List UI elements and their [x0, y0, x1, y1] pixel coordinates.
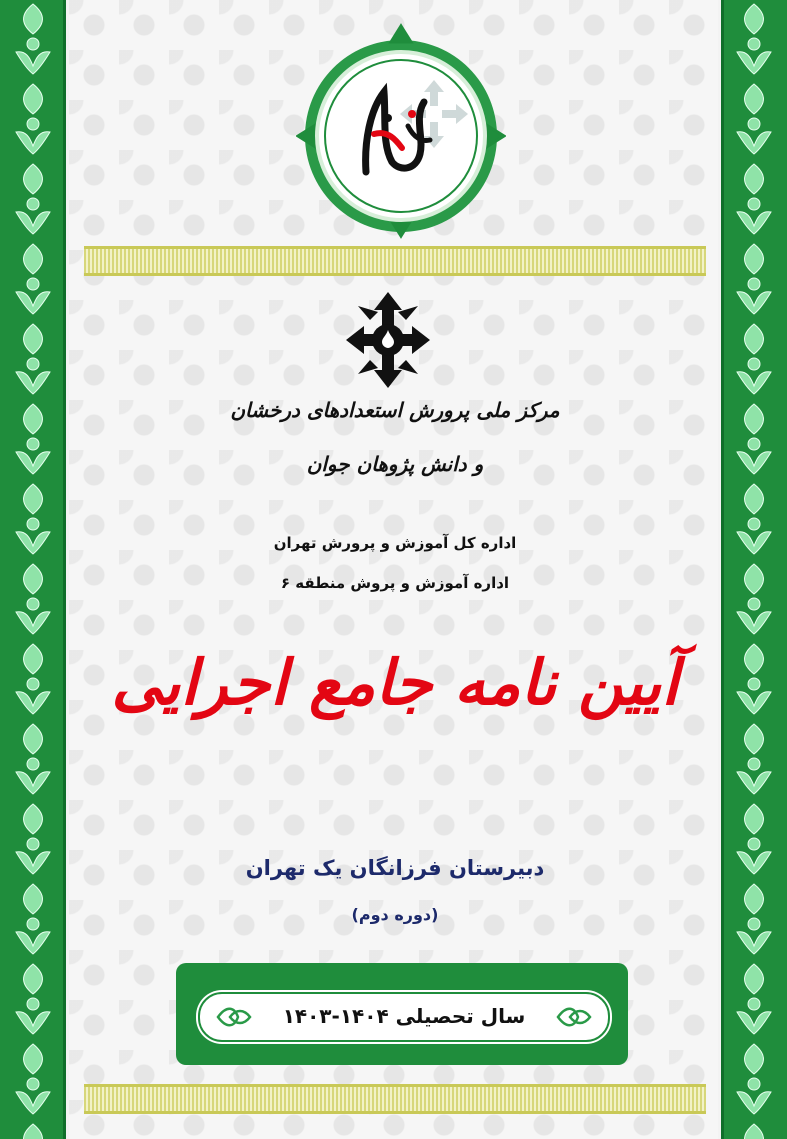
academic-year-pill [198, 992, 610, 1042]
district-office-name: اداره آموزش و پروش منطقه ۶ [280, 574, 510, 592]
academic-year-box [176, 963, 628, 1065]
organization-name-line1: مرکز ملی پرورش استعدادهای درخشان [230, 398, 560, 422]
right-border-ornament-icon [729, 0, 779, 1139]
top-gold-band [84, 246, 706, 276]
academic-year: سال تحصیلی ۱۴۰۴-۱۴۰۳ [282, 1004, 526, 1028]
document-title: آیین نامه جامع اجرایی [111, 646, 679, 719]
left-border-ornament-icon [8, 0, 58, 1139]
leaf-ornament-icon [554, 1002, 594, 1032]
right-ornamental-border [721, 0, 787, 1139]
bottom-gold-band [84, 1084, 706, 1114]
sampad-emblem-icon [346, 292, 430, 388]
school-period: (دوره دوم) [351, 905, 439, 924]
school-name: دبیرستان فرزانگان یک تهران [245, 856, 545, 880]
general-office-name: اداره کل آموزش و پرورش تهران [273, 534, 517, 552]
left-ornamental-border [0, 0, 66, 1139]
organization-name-line2: و دانش پژوهان جوان [306, 452, 484, 476]
farzanegan-logo-icon [296, 22, 506, 240]
